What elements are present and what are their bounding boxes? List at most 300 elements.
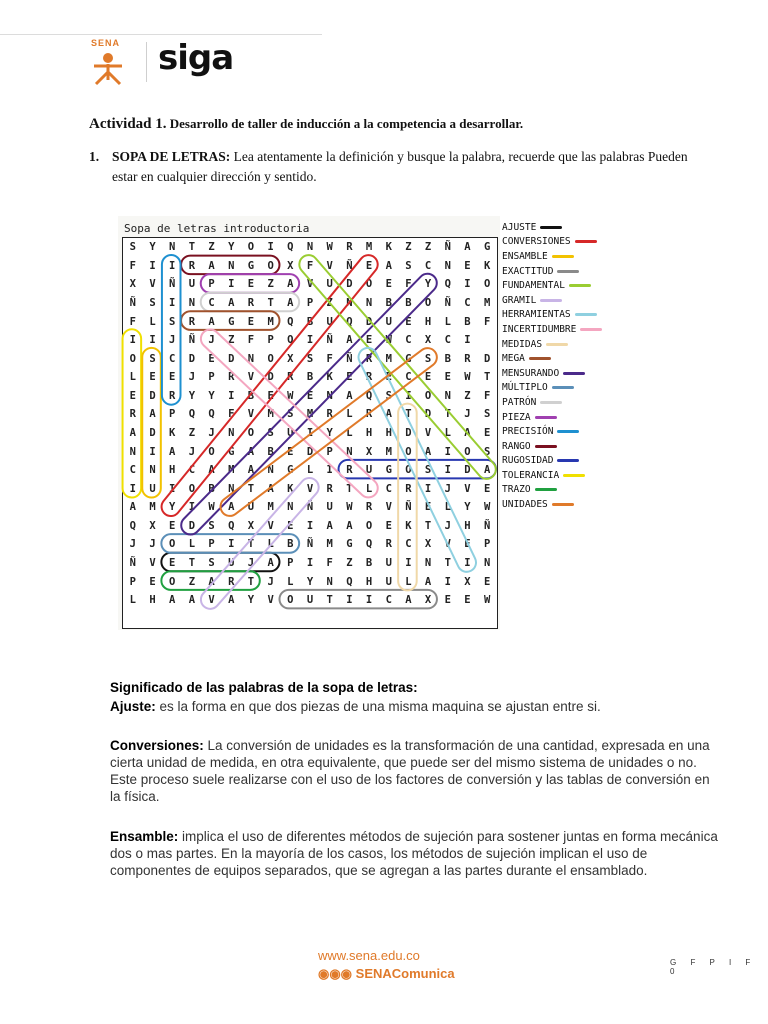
grid-letter: O <box>365 519 373 532</box>
grid-letter: J <box>444 519 451 532</box>
grid-letter: V <box>247 408 255 421</box>
grid-letter: A <box>287 296 294 309</box>
siga-logo-text: siga <box>158 38 234 78</box>
legend-item <box>502 395 632 410</box>
grid-letter: K <box>169 426 176 439</box>
grid-letter: J <box>188 371 196 384</box>
grid-letter: B <box>464 315 471 328</box>
grid-letter: Q <box>444 278 451 291</box>
legend-item <box>502 264 632 279</box>
grid-letter: F <box>247 334 255 347</box>
grid-letter: Y <box>228 241 235 254</box>
legend-item <box>502 235 632 250</box>
grid-letter: G <box>346 538 353 551</box>
grid-letter: V <box>464 482 471 495</box>
legend-word: PATRÓN <box>502 396 537 408</box>
grid-letter: P <box>169 408 176 421</box>
legend-word: MEGA <box>502 353 525 365</box>
grid-letter <box>320 609 340 628</box>
grid-letter: A <box>228 296 235 309</box>
definition-ajuste <box>110 698 720 715</box>
grid-letter: A <box>247 464 255 477</box>
grid-letter: U <box>326 501 333 514</box>
grid-letter: B <box>306 315 314 328</box>
grid-letter: L <box>149 315 156 328</box>
grid-letter: R <box>287 371 294 384</box>
grid-letter: C <box>385 482 392 495</box>
grid-letter: P <box>287 556 294 569</box>
grid-letter: O <box>424 389 432 402</box>
grid-letter: I <box>346 594 353 607</box>
grid-letter: I <box>464 556 471 569</box>
grid-letter: Y <box>149 241 156 254</box>
grid-letter: E <box>483 575 491 588</box>
grid-letter: A <box>424 445 432 458</box>
grid-letter: N <box>228 259 235 272</box>
grid-letter: I <box>444 575 451 588</box>
grid-letter: P <box>208 538 215 551</box>
grid-letter: A <box>228 594 235 607</box>
grid-letter: S <box>149 352 156 365</box>
grid-letter: D <box>188 352 196 365</box>
grid-letter: U <box>188 278 196 291</box>
grid-letter: R <box>365 352 373 365</box>
grid-letter: D <box>464 464 471 477</box>
grid-letter: Q <box>365 538 373 551</box>
grid-letter: V <box>267 594 274 607</box>
grid-letter: T <box>346 482 353 495</box>
grid-letter <box>221 609 241 628</box>
grid-letter: C <box>129 464 136 477</box>
grid-letter: X <box>149 519 156 532</box>
grid-letter: X <box>424 594 432 607</box>
grid-letter: Y <box>208 389 215 402</box>
section-intro <box>112 147 712 187</box>
grid-letter <box>162 609 182 628</box>
grid-letter: T <box>483 371 491 384</box>
grid-letter: D <box>483 352 491 365</box>
legend-word: GRAMIL <box>502 294 537 306</box>
grid-letter: I <box>424 482 432 495</box>
grid-letter: E <box>424 371 432 384</box>
grid-letter: Ñ <box>129 296 136 309</box>
definition-conversiones <box>110 737 720 805</box>
grid-letter: G <box>405 352 412 365</box>
grid-letter: O <box>129 352 136 365</box>
term-ensamble: Ensamble: <box>110 829 179 844</box>
grid-letter: R <box>346 241 353 254</box>
grid-letter: U <box>385 315 392 328</box>
grid-letter: Ñ <box>346 259 353 272</box>
grid-letter: D <box>149 426 156 439</box>
grid-letter: J <box>208 426 215 439</box>
grid-letter: E <box>247 278 255 291</box>
grid-letter: Ñ <box>444 241 451 254</box>
grid-letter: Ñ <box>346 352 353 365</box>
legend-word: HERRAMIENTAS <box>502 309 571 321</box>
grid-letter: R <box>365 408 373 421</box>
grid-letter: J <box>208 334 215 347</box>
grid-letter: A <box>149 408 156 421</box>
grid-letter: Ñ <box>306 501 314 514</box>
grid-letter: A <box>169 594 176 607</box>
grid-letter: A <box>228 501 235 514</box>
grid-letter: V <box>424 426 432 439</box>
grid-letter: F <box>483 315 491 328</box>
grid-letter: E <box>287 519 294 532</box>
grid-letter: D <box>228 352 235 365</box>
grid-letter <box>340 609 360 628</box>
grid-letter: E <box>267 389 274 402</box>
legend-color-swatch <box>552 503 574 506</box>
grid-letter: N <box>247 352 255 365</box>
grid-letter: Q <box>188 408 196 421</box>
grid-letter <box>261 609 281 628</box>
grid-letter: C <box>188 464 196 477</box>
grid-letter: Q <box>228 519 235 532</box>
grid-letter: N <box>326 575 333 588</box>
grid-letter: Y <box>169 501 176 514</box>
grid-letter: M <box>267 408 274 421</box>
grid-letter: O <box>483 278 491 291</box>
grid-letter: V <box>306 278 314 291</box>
legend-word: ENSAMBLE <box>502 250 548 262</box>
grid-letter: D <box>267 371 274 384</box>
grid-letter: E <box>385 519 392 532</box>
grid-letter: S <box>424 352 432 365</box>
grid-letter: Y <box>326 426 333 439</box>
grid-letter: B <box>267 445 274 458</box>
grid-letter: E <box>306 389 314 402</box>
grid-letter: J <box>169 334 176 347</box>
grid-letter: T <box>424 519 432 532</box>
grid-letter: J <box>149 538 156 551</box>
grid-letter: D <box>188 519 196 532</box>
grid-letter: M <box>365 241 373 254</box>
term-conversiones: Conversiones: <box>110 738 204 753</box>
grid-letter: U <box>287 426 294 439</box>
grid-letter: I <box>306 556 314 569</box>
legend-color-swatch <box>569 284 591 287</box>
grid-letter: V <box>149 278 156 291</box>
grid-letter: A <box>247 445 255 458</box>
grid-letter: T <box>247 482 255 495</box>
legend-color-swatch <box>557 459 579 462</box>
grid-letter <box>399 609 419 628</box>
grid-letter: V <box>306 482 314 495</box>
grid-letter: W <box>483 594 491 607</box>
grid-letter: E <box>483 426 491 439</box>
grid-letter <box>241 609 261 628</box>
grid-letter: S <box>306 352 314 365</box>
grid-letter: E <box>483 482 491 495</box>
grid-letter: E <box>464 259 471 272</box>
grid-letter: I <box>169 259 176 272</box>
legend-item <box>502 366 632 381</box>
grid-letter <box>123 609 143 628</box>
legend-word: EXACTITUD <box>502 265 554 277</box>
legend-word: PRECISIÓN <box>502 426 554 438</box>
grid-letter: R <box>247 296 255 309</box>
grid-letter: R <box>365 501 373 514</box>
legend-color-swatch <box>563 474 585 477</box>
grid-letter <box>359 609 379 628</box>
legend-color-swatch <box>580 328 602 331</box>
grid-letter: A <box>346 519 353 532</box>
grid-letter: P <box>483 538 491 551</box>
grid-letter: I <box>267 241 274 254</box>
grid-letter: P <box>306 296 314 309</box>
grid-letter: E <box>346 371 353 384</box>
grid-letter: Z <box>405 241 412 254</box>
grid-letter: K <box>287 482 294 495</box>
grid-letter: U <box>365 464 373 477</box>
grid-letter: Ñ <box>188 334 196 347</box>
legend-item <box>502 454 632 469</box>
grid-letter: I <box>228 389 235 402</box>
grid-letter: S <box>483 445 491 458</box>
legend-item <box>502 351 632 366</box>
grid-letter: J <box>464 408 471 421</box>
grid-letter: H <box>365 426 373 439</box>
grid-letter: B <box>306 371 314 384</box>
grid-letter: Y <box>464 501 471 514</box>
grid-letter: N <box>267 464 274 477</box>
grid-letter: V <box>385 501 392 514</box>
grid-letter: V <box>444 538 451 551</box>
grid-letter: L <box>188 538 196 551</box>
grid-letter: C <box>424 259 432 272</box>
grid-letter: Y <box>424 278 432 291</box>
grid-letter: E <box>444 371 451 384</box>
legend-word: MÚLTIPLO <box>502 382 548 394</box>
legend-word: MENSURANDO <box>502 367 560 379</box>
grid-letter: C <box>405 538 412 551</box>
grid-letter: J <box>188 445 196 458</box>
grid-letter: S <box>483 408 491 421</box>
grid-letter: A <box>346 389 353 402</box>
grid-letter: Y <box>247 594 255 607</box>
grid-letter: X <box>464 575 471 588</box>
grid-letter: E <box>365 259 373 272</box>
grid-letter: I <box>405 389 412 402</box>
grid-letter: A <box>208 464 215 477</box>
grid-letter: Z <box>424 241 432 254</box>
grid-letter: X <box>287 352 294 365</box>
grid-letter <box>477 609 497 628</box>
grid-letter: T <box>444 556 451 569</box>
grid-letter: E <box>385 278 392 291</box>
grid-letter: E <box>287 445 294 458</box>
grid-letter: S <box>424 464 432 477</box>
grid-letter: Ñ <box>306 538 314 551</box>
text-ensamble: implica el uso de diferentes métodos de sujeción para sostener juntas en forma mecánica dos o mas partes. En la mayoría de los casos, los métodos de sujeción implican el uso de componentes de equipos separados, que se agregan a las partes durante el ensamblado. <box>110 829 718 878</box>
grid-letter: G <box>228 315 235 328</box>
grid-letter: B <box>385 296 392 309</box>
legend-word: MEDIDAS <box>502 338 543 350</box>
section-number: 1. <box>89 149 100 164</box>
grid-letter: Z <box>208 241 215 254</box>
grid-letter: F <box>405 278 412 291</box>
legend-word: PIEZA <box>502 411 531 423</box>
grid-letter: A <box>464 426 471 439</box>
logo-divider <box>146 42 147 82</box>
grid-letter <box>143 609 163 628</box>
grid-letter: N <box>424 556 432 569</box>
grid-letter: A <box>208 315 215 328</box>
grid-letter: C <box>464 296 471 309</box>
grid-letter: O <box>287 594 294 607</box>
grid-letter: J <box>267 575 274 588</box>
grid-letter: N <box>169 241 176 254</box>
grid-letter: N <box>188 296 196 309</box>
grid-letter <box>438 609 458 628</box>
grid-letter: W <box>287 389 294 402</box>
activity-label: Actividad 1. <box>89 116 167 132</box>
grid-letter: Ñ <box>405 501 412 514</box>
grid-letter: F <box>306 259 314 272</box>
grid-letter: M <box>267 501 274 514</box>
grid-letter: D <box>149 389 156 402</box>
grid-letter: B <box>365 556 373 569</box>
legend-color-swatch <box>540 226 562 229</box>
grid-letter: K <box>326 371 333 384</box>
grid-letter: E <box>405 315 412 328</box>
grid-letter: I <box>149 259 156 272</box>
grid-letter: Q <box>346 315 353 328</box>
grid-letter: X <box>365 445 373 458</box>
grid-letter: T <box>444 408 451 421</box>
grid-letter: E <box>169 519 176 532</box>
grid-letter: S <box>169 315 176 328</box>
grid-letter: N <box>287 501 294 514</box>
grid-letter: B <box>444 352 451 365</box>
grid-letter: Q <box>287 334 294 347</box>
grid-letter: I <box>405 556 412 569</box>
section-text: Lea atentamente la definición y busque la palabra, recuerde que las palabras Pueden estar en cualquier dirección y sentido. <box>112 149 688 184</box>
grid-letter: Q <box>287 241 294 254</box>
grid-letter: N <box>346 445 353 458</box>
grid-letter: C <box>385 594 392 607</box>
grid-letter: A <box>346 334 353 347</box>
grid-letter: I <box>129 334 136 347</box>
grid-letter: I <box>169 296 176 309</box>
legend-item <box>502 381 632 396</box>
grid-letter: V <box>208 594 215 607</box>
legend-word: AJUSTE <box>502 221 537 233</box>
grid-letter: I <box>228 278 235 291</box>
grid-letter: L <box>129 371 136 384</box>
grid-letter: O <box>405 464 412 477</box>
grid-letter <box>182 609 202 628</box>
grid-letter: S <box>267 426 274 439</box>
footer-social[interactable]: ◉◉◉ SENAComunica <box>318 966 455 981</box>
grid-letter: E <box>464 538 471 551</box>
grid-letter: Z <box>267 278 274 291</box>
text-ajuste: es la forma en que dos piezas de una misma maquina se ajustan entre si. <box>155 699 601 714</box>
grid-letter: N <box>326 389 333 402</box>
grid-letter: T <box>188 241 196 254</box>
grid-letter: U <box>326 278 333 291</box>
legend-item <box>502 322 632 337</box>
grid-letter: Z <box>188 426 196 439</box>
grid-letter: H <box>424 315 432 328</box>
legend-word: TRAZO <box>502 484 531 496</box>
grid-letter: K <box>483 259 491 272</box>
grid-letter: X <box>129 278 136 291</box>
grid-letter: A <box>464 241 471 254</box>
grid-letter: P <box>129 575 136 588</box>
grid-letter: E <box>247 315 255 328</box>
grid-letter <box>202 609 222 628</box>
letter-grid <box>122 237 498 629</box>
grid-letter: M <box>267 315 274 328</box>
grid-letter: M <box>385 445 392 458</box>
grid-letter: K <box>385 241 392 254</box>
grid-letter: D <box>346 278 353 291</box>
grid-letter: O <box>365 278 373 291</box>
grid-letter: X <box>287 259 294 272</box>
grid-letter: I <box>306 519 314 532</box>
legend-item <box>502 278 632 293</box>
grid-letter: E <box>169 371 176 384</box>
grid-letter: A <box>405 594 412 607</box>
grid-letter: L <box>365 482 373 495</box>
puzzle-title: Sopa de letras introductoria <box>124 222 310 235</box>
grid-letter: M <box>228 464 235 477</box>
grid-letter: A <box>287 278 294 291</box>
grid-letter: T <box>188 556 196 569</box>
grid-letter: G <box>287 464 294 477</box>
legend-word: FUNDAMENTAL <box>502 280 565 292</box>
grid-letter: A <box>326 519 333 532</box>
footer-url[interactable]: www.sena.edu.co <box>318 948 420 963</box>
grid-letter: L <box>306 464 314 477</box>
grid-letter: S <box>287 408 294 421</box>
grid-letter: N <box>444 389 451 402</box>
grid-letter <box>379 609 399 628</box>
grid-letter: Q <box>129 519 136 532</box>
grid-letter: H <box>169 464 176 477</box>
grid-letter: U <box>326 315 333 328</box>
sena-logo-text: SENA <box>91 38 121 48</box>
grid-letter: J <box>247 556 255 569</box>
grid-letter: F <box>228 408 235 421</box>
grid-letter: R <box>129 408 136 421</box>
grid-letter: X <box>247 519 255 532</box>
legend-word: CONVERSIONES <box>502 236 571 248</box>
legend-word: RUGOSIDAD <box>502 455 554 467</box>
word-legend <box>502 220 632 512</box>
grid-letter: X <box>424 334 432 347</box>
grid-letter: H <box>149 594 156 607</box>
grid-letter: U <box>247 501 255 514</box>
grid-letter: P <box>326 445 333 458</box>
definitions-heading <box>110 679 720 696</box>
grid-letter: A <box>208 259 215 272</box>
grid-letter: U <box>306 594 314 607</box>
grid-letter: C <box>208 296 215 309</box>
grid-letter: N <box>365 296 373 309</box>
grid-letter <box>418 609 438 628</box>
grid-letter: X <box>424 538 432 551</box>
grid-letter: R <box>188 315 196 328</box>
grid-letter: E <box>385 371 392 384</box>
grid-letter: O <box>169 538 176 551</box>
grid-letter: M <box>306 408 314 421</box>
grid-letter: O <box>188 482 196 495</box>
grid-letter: W <box>326 241 333 254</box>
